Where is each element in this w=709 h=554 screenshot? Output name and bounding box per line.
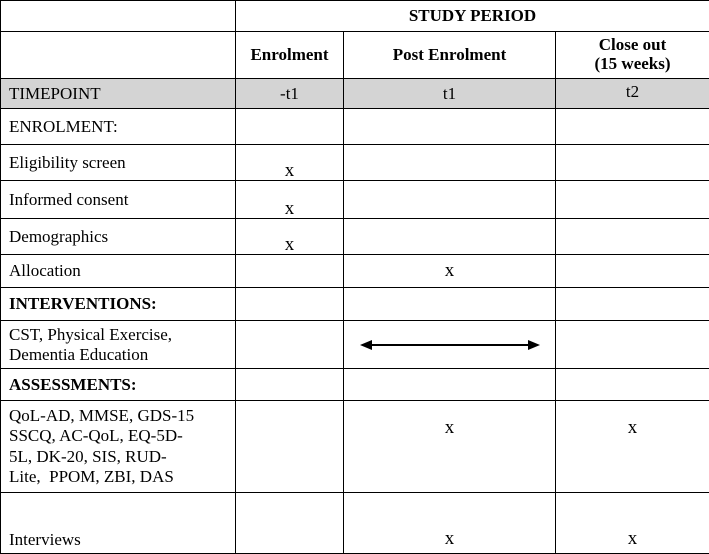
close-out-header (556, 32, 709, 79)
demographics-row (1, 219, 709, 255)
study-period-header: STUDY PERIOD (236, 1, 709, 32)
assessments-section-label: ASSESSMENTS: (1, 369, 236, 401)
measures-close-out-mark: x (556, 401, 709, 493)
interviews-label: Interviews (1, 493, 236, 554)
intervention-duration-arrow (344, 321, 556, 369)
measures-label-line1: QoL-AD, MMSE, GDS-15 (9, 405, 195, 425)
assessments-section-row (1, 369, 709, 401)
measures-label (1, 401, 236, 493)
enrolment-header: Enrolment (236, 32, 344, 79)
measures-post-enrolment-mark: x (344, 401, 556, 493)
eligibility-label: Eligibility screen (1, 145, 236, 181)
post-enrolment-header: Post Enrolment (344, 32, 556, 79)
study-period-header-row (1, 1, 709, 32)
eligibility-row (1, 145, 709, 181)
blank-corner-cell (1, 1, 236, 32)
measures-label-line2: SSCQ, AC-QoL, EQ-5D- (9, 426, 183, 446)
measures-label-line3: 5L, DK-20, SIS, RUD- (9, 446, 167, 466)
close-out-duration: (15 weeks) (594, 54, 671, 73)
intervention-label-line2: Dementia Education (9, 344, 149, 364)
enrolment-section-label: ENROLMENT: (1, 109, 236, 145)
close-out-label: Close out (598, 35, 667, 55)
interventions-section-row (1, 288, 709, 321)
timepoint-enrolment: -t1 (236, 79, 344, 109)
allocation-row (1, 255, 709, 288)
measures-row (1, 401, 709, 493)
interviews-row (1, 493, 709, 554)
interviews-close-out-mark: x (556, 493, 709, 554)
eligibility-enrolment-mark: x (236, 145, 344, 181)
timepoint-post-enrolment: t1 (344, 79, 556, 109)
phase-header-row (1, 32, 709, 79)
intervention-row (1, 321, 709, 369)
intervention-label (1, 321, 236, 369)
consent-row (1, 181, 709, 219)
timepoint-close-out: t2 (556, 79, 709, 109)
intervention-label-line1: CST, Physical Exercise, (9, 324, 173, 344)
interventions-section-label: INTERVENTIONS: (1, 288, 236, 321)
enrolment-section-row (1, 109, 709, 145)
timepoint-label: TIMEPOINT (1, 79, 236, 109)
demographics-enrolment-mark: x (236, 219, 344, 255)
demographics-label: Demographics (1, 219, 236, 255)
consent-label: Informed consent (1, 181, 236, 219)
blank-phase-label-cell (1, 32, 236, 79)
allocation-label: Allocation (1, 255, 236, 288)
consent-enrolment-mark: x (236, 181, 344, 219)
allocation-post-enrolment-mark: x (344, 255, 556, 288)
interviews-post-enrolment-mark: x (344, 493, 556, 554)
timepoint-row (1, 79, 709, 109)
double-arrow-icon (360, 338, 540, 352)
measures-label-line4: Lite, PPOM, ZBI, DAS (9, 466, 174, 486)
